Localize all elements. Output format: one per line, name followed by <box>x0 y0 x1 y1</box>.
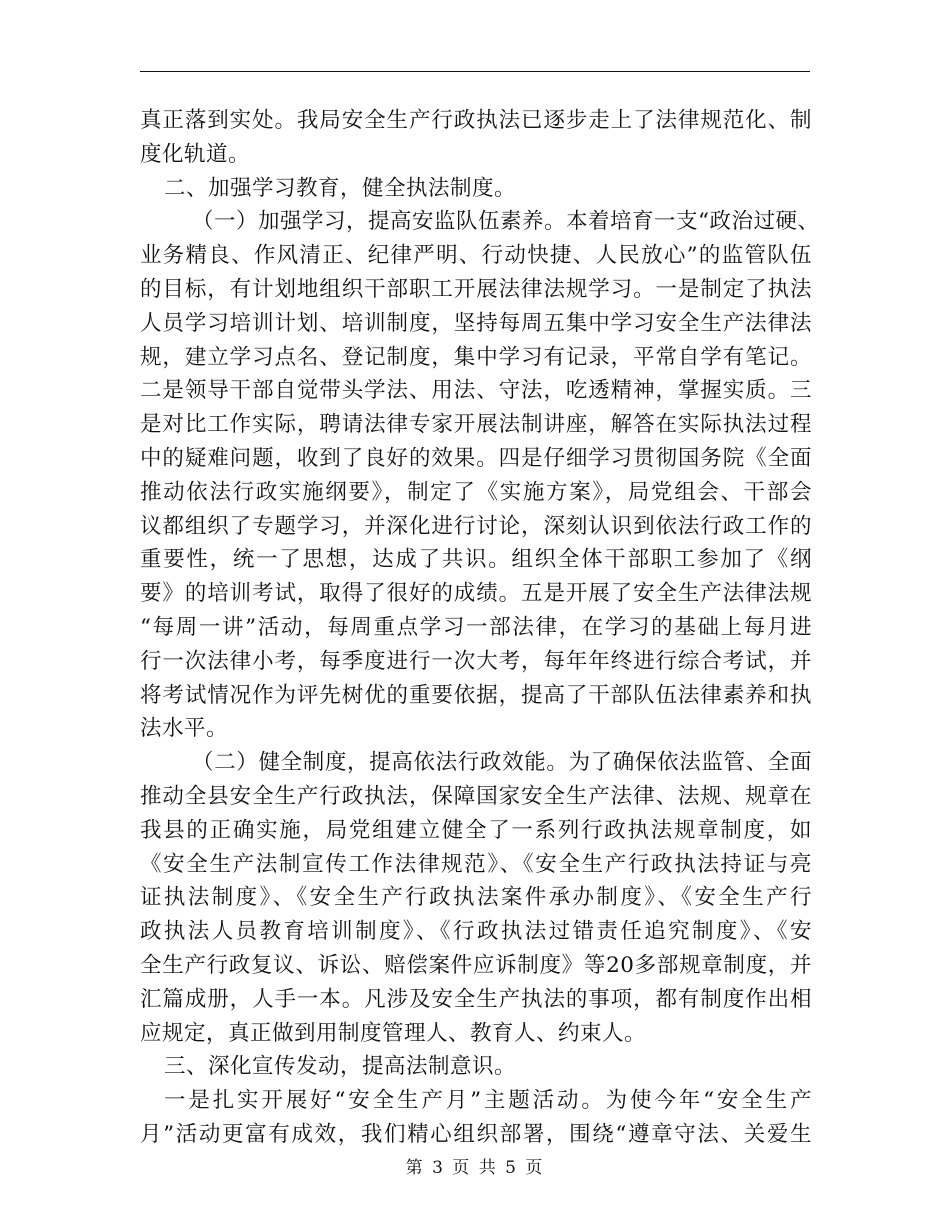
page-number: 第 3 页 共 5 页 <box>405 1158 545 1178</box>
header-rule <box>140 71 810 72</box>
text-line: 二、加强学习教育，健全执法制度。 <box>164 175 517 201</box>
text-line: 的目标，有计划地组织干部职工开展法律法规学习。一是制定了执法 <box>140 276 812 302</box>
text-line: 政执法人员教育培训制度》、《行政执法过错责任追究制度》、《安 <box>140 919 812 945</box>
page-footer <box>0 1153 950 1178</box>
text-line: 我县的正确实施，局党组建立健全了一系列行政执法规章制度，如 <box>140 817 812 843</box>
text-line: 应规定，真正做到用制度管理人、教育人、约束人。 <box>140 1020 647 1046</box>
text-line: 行一次法律小考，每季度进行一次大考，每年年终进行综合考试，并 <box>140 648 812 674</box>
text-line: 汇篇成册，人手一本。凡涉及安全生产执法的事项，都有制度作出相 <box>140 986 812 1012</box>
text-line: 将考试情况作为评先树优的重要依据，提高了干部队伍法律素养和执 <box>140 682 812 708</box>
text-line: 证执法制度》、《安全生产行政执法案件承办制度》、《安全生产行 <box>140 885 812 911</box>
text-line: 月”活动更富有成效，我们精心组织部署，围绕“遵章守法、关爱生 <box>140 1121 812 1147</box>
text-line: 重要性，统一了思想，达成了共识。组织全体干部职工参加了《纲 <box>140 547 812 573</box>
text-line: 一是扎实开展好“安全生产月”主题活动。为使今年“安全生产 <box>164 1088 812 1114</box>
text-line: 要》的培训考试，取得了很好的成绩。五是开展了安全生产法律法规 <box>140 581 812 607</box>
body-text <box>140 104 820 1152</box>
text-line: 人员学习培训计划、培训制度，坚持每周五集中学习安全生产法律法 <box>140 310 812 336</box>
text-line: 业务精良、作风清正、纪律严明、行动快捷、人民放心”的监管队伍 <box>140 243 812 269</box>
text-line: （二）健全制度，提高依法行政效能。为了确保依法监管、全面 <box>192 750 812 776</box>
text-line: 法水平。 <box>140 716 229 742</box>
text-line: 是对比工作实际，聘请法律专家开展法制讲座，解答在实际执法过程 <box>140 412 812 438</box>
text-line: 推动依法行政实施纲要》，制定了《实施方案》，局党组会、干部会 <box>140 479 812 505</box>
text-line: （一）加强学习，提高安监队伍素养。本着培育一支“政治过硬、 <box>192 209 820 235</box>
text-line: 推动全县安全生产行政执法，保障国家安全生产法律、法规、规章在 <box>140 783 812 809</box>
text-line: 《安全生产法制宣传工作法律规范》、《安全生产行政执法持证与亮 <box>140 851 812 877</box>
text-line: 度化轨道。 <box>140 141 251 167</box>
text-line: 三、深化宣传发动，提高法制意识。 <box>164 1054 517 1080</box>
text-line: 中的疑难问题，收到了良好的效果。四是仔细学习贯彻国务院《全面 <box>140 445 812 471</box>
text-line: 全生产行政复议、诉讼、赔偿案件应诉制度》等20多部规章制度，并 <box>140 952 812 978</box>
text-line: 二是领导干部自觉带头学法、用法、守法，吃透精神，掌握实质。三 <box>140 378 812 404</box>
text-line: 规，建立学习点名、登记制度，集中学习有记录，平常自学有笔记。 <box>140 344 812 370</box>
text-line: 真正落到实处。我局安全生产行政执法已逐步走上了法律规范化、制 <box>140 108 812 133</box>
text-line: “每周一讲”活动，每周重点学习一部法律，在学习的基础上每月进 <box>140 614 812 640</box>
text-line: 议都组织了专题学习，并深化进行讨论，深刻认识到依法行政工作的 <box>140 513 812 539</box>
